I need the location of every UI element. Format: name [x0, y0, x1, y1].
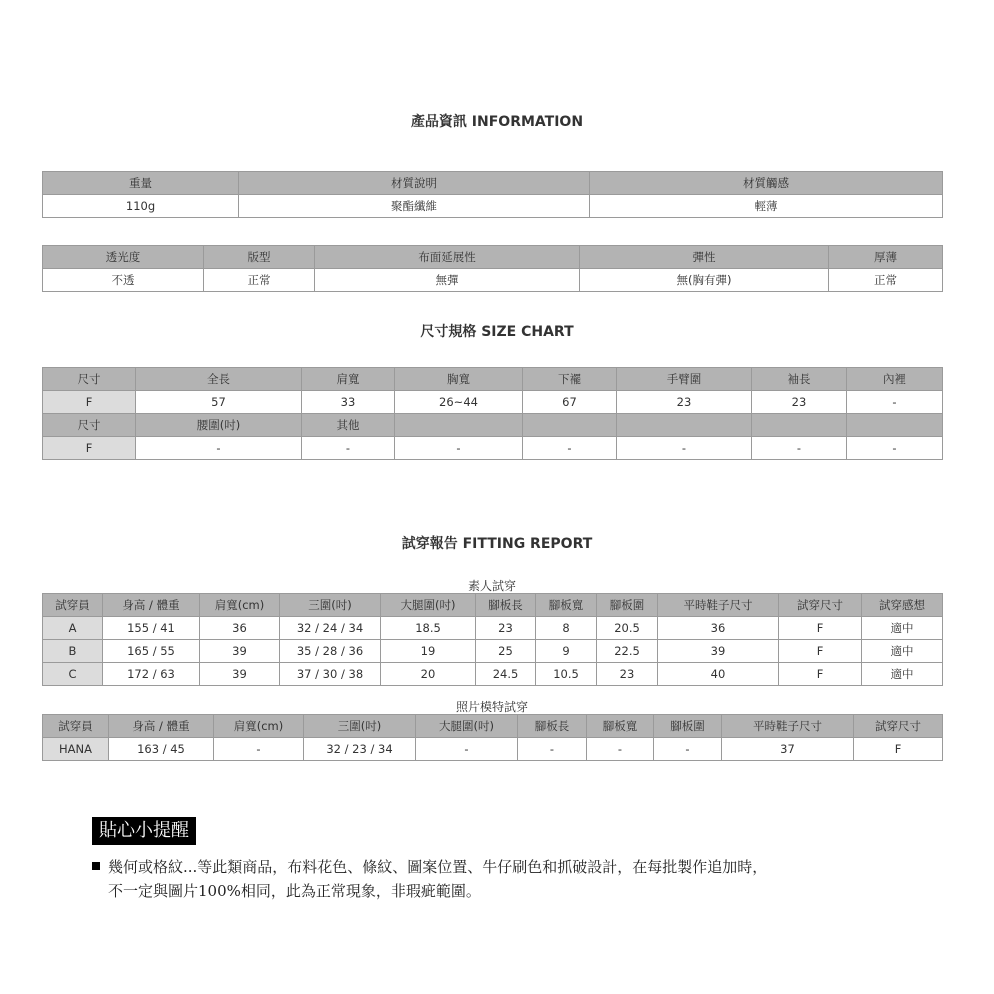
shoe-size-value: 36: [658, 617, 779, 640]
foot-girth-header: 腳板圍: [597, 594, 658, 617]
notice-line-2: 不一定與圖片100%相同，此為正常現象，非瑕疵範圍。: [108, 882, 481, 900]
shoe-size-value: 37: [722, 738, 854, 761]
measurements-value: 32 / 23 / 34: [304, 738, 416, 761]
fit-size-value: F: [779, 640, 862, 663]
info-table-properties-header-row: [43, 246, 943, 269]
notice-text: [92, 855, 767, 903]
tester-id: B: [43, 640, 103, 663]
material-header: 材質說明: [239, 172, 590, 195]
elasticity-value: 無(胸有彈): [580, 269, 829, 292]
fit-size-header: 試穿尺寸: [779, 594, 862, 617]
thigh-header: 大腿圍(吋): [381, 594, 476, 617]
table-row: [43, 663, 943, 686]
thickness-value: 正常: [829, 269, 943, 292]
empty-header: [523, 414, 617, 437]
shoulder-cm-header: 肩寬(cm): [214, 715, 304, 738]
foot-width-value: 8: [536, 617, 597, 640]
foot-width-value: 9: [536, 640, 597, 663]
opacity-header: 透光度: [43, 246, 204, 269]
material-value: 聚酯纖維: [239, 195, 590, 218]
shoulder-cm-value: 39: [200, 663, 280, 686]
empty-header: [752, 414, 847, 437]
empty-header: [395, 414, 523, 437]
notice-line-1-text: 幾何或格紋...等此類商品，布料花色、條紋、圖案位置、牛仔刷色和抓破設計，在每批製作追加時，: [108, 858, 768, 876]
info-table-material-value-row: [43, 195, 943, 218]
foot-girth-value: -: [654, 738, 722, 761]
square-bullet-icon: [92, 862, 100, 870]
tester-id: HANA: [43, 738, 109, 761]
size-header-row-2: [43, 414, 943, 437]
other-header: 其他: [302, 414, 395, 437]
hem-value: 67: [523, 391, 617, 414]
empty-header: [617, 414, 752, 437]
size-chart-table: [42, 367, 943, 460]
size-value-row-1: [43, 391, 943, 414]
height-weight-value: 165 / 55: [103, 640, 200, 663]
foot-length-value: 25: [476, 640, 536, 663]
lining-value: -: [847, 391, 943, 414]
fit-feel-value: 適中: [862, 663, 943, 686]
size-value-2: F: [43, 437, 136, 460]
hem-header: 下襬: [523, 368, 617, 391]
foot-girth-value: 22.5: [597, 640, 658, 663]
tester-header: 試穿員: [43, 715, 109, 738]
empty-value: -: [752, 437, 847, 460]
notice-badge: 貼心小提醒: [92, 817, 196, 845]
sleeve-value: 23: [752, 391, 847, 414]
foot-girth-value: 23: [597, 663, 658, 686]
height-weight-value: 155 / 41: [103, 617, 200, 640]
shoulder-header: 肩寬: [302, 368, 395, 391]
sleeve-header: 袖長: [752, 368, 847, 391]
notice-line-1: [92, 855, 767, 879]
foot-width-header: 腳板寬: [587, 715, 654, 738]
fit-feel-value: 適中: [862, 617, 943, 640]
shoulder-value: 33: [302, 391, 395, 414]
lining-header: 內裡: [847, 368, 943, 391]
size-value: F: [43, 391, 136, 414]
shoe-size-header: 平時鞋子尺寸: [658, 594, 779, 617]
fit-size-value: F: [779, 617, 862, 640]
empty-header: [847, 414, 943, 437]
info-table-material-header-row: [43, 172, 943, 195]
fit-feel-header: 試穿感想: [862, 594, 943, 617]
chest-value: 26~44: [395, 391, 523, 414]
empty-value: -: [395, 437, 523, 460]
measurements-header: 三圍(吋): [280, 594, 381, 617]
texture-value: 輕薄: [590, 195, 943, 218]
height-weight-value: 172 / 63: [103, 663, 200, 686]
empty-value: -: [847, 437, 943, 460]
tester-id: A: [43, 617, 103, 640]
other-value: -: [302, 437, 395, 460]
height-weight-header: 身高 / 體重: [109, 715, 214, 738]
table-row: [43, 617, 943, 640]
length-value: 57: [136, 391, 302, 414]
fit-size-value: F: [779, 663, 862, 686]
model-fitting-table: [42, 714, 943, 761]
fit-feel-value: 適中: [862, 640, 943, 663]
size-chart-title: 尺寸規格 SIZE CHART: [420, 324, 574, 340]
fit-value: 正常: [204, 269, 315, 292]
shoulder-cm-header: 肩寬(cm): [200, 594, 280, 617]
shoulder-cm-value: 39: [200, 640, 280, 663]
foot-length-header: 腳板長: [518, 715, 587, 738]
arm-header: 手臂圍: [617, 368, 752, 391]
measurements-value: 37 / 30 / 38: [280, 663, 381, 686]
thickness-header: 厚薄: [829, 246, 943, 269]
empty-value: -: [617, 437, 752, 460]
thigh-value: 18.5: [381, 617, 476, 640]
foot-length-value: 24.5: [476, 663, 536, 686]
arm-value: 23: [617, 391, 752, 414]
weight-header: 重量: [43, 172, 239, 195]
foot-width-value: -: [587, 738, 654, 761]
chest-header: 胸寬: [395, 368, 523, 391]
size-header-2: 尺寸: [43, 414, 136, 437]
measurements-value: 35 / 28 / 36: [280, 640, 381, 663]
fit-header: 版型: [204, 246, 315, 269]
size-header-row-1: [43, 368, 943, 391]
waist-header: 腰圍(吋): [136, 414, 302, 437]
size-value-row-2: [43, 437, 943, 460]
shoe-size-value: 40: [658, 663, 779, 686]
amateur-fitting-label: 素人試穿: [467, 579, 516, 593]
length-header: 全長: [136, 368, 302, 391]
shoulder-cm-value: -: [214, 738, 304, 761]
shoe-size-value: 39: [658, 640, 779, 663]
thigh-value: 19: [381, 640, 476, 663]
fit-size-value: F: [854, 738, 943, 761]
amateur-fitting-table: [42, 593, 943, 686]
info-table-properties-value-row: [43, 269, 943, 292]
stretch-value: 無彈: [315, 269, 580, 292]
tester-header: 試穿員: [43, 594, 103, 617]
shoe-size-header: 平時鞋子尺寸: [722, 715, 854, 738]
table-row: [43, 738, 943, 761]
foot-girth-value: 20.5: [597, 617, 658, 640]
tester-id: C: [43, 663, 103, 686]
foot-width-value: 10.5: [536, 663, 597, 686]
measurements-value: 32 / 24 / 34: [280, 617, 381, 640]
opacity-value: 不透: [43, 269, 204, 292]
thigh-value: -: [416, 738, 518, 761]
thigh-value: 20: [381, 663, 476, 686]
fitting-report-title: 試穿報告 FITTING REPORT: [401, 536, 593, 552]
model-header-row: [43, 715, 943, 738]
foot-length-header: 腳板長: [476, 594, 536, 617]
elasticity-header: 彈性: [580, 246, 829, 269]
waist-value: -: [136, 437, 302, 460]
texture-header: 材質觸感: [590, 172, 943, 195]
foot-length-value: 23: [476, 617, 536, 640]
thigh-header: 大腿圍(吋): [416, 715, 518, 738]
foot-width-header: 腳板寬: [536, 594, 597, 617]
model-fitting-label: 照片模特試穿: [455, 700, 528, 714]
shoulder-cm-value: 36: [200, 617, 280, 640]
measurements-header: 三圍(吋): [304, 715, 416, 738]
foot-length-value: -: [518, 738, 587, 761]
height-weight-value: 163 / 45: [109, 738, 214, 761]
info-table-properties: [42, 245, 943, 292]
table-row: [43, 640, 943, 663]
information-title: 產品資訊 INFORMATION: [410, 114, 584, 130]
empty-value: -: [523, 437, 617, 460]
height-weight-header: 身高 / 體重: [103, 594, 200, 617]
foot-girth-header: 腳板圍: [654, 715, 722, 738]
amateur-header-row: [43, 594, 943, 617]
fit-size-header: 試穿尺寸: [854, 715, 943, 738]
info-table-material: [42, 171, 943, 218]
stretch-header: 布面延展性: [315, 246, 580, 269]
size-header: 尺寸: [43, 368, 136, 391]
weight-value: 110g: [43, 195, 239, 218]
